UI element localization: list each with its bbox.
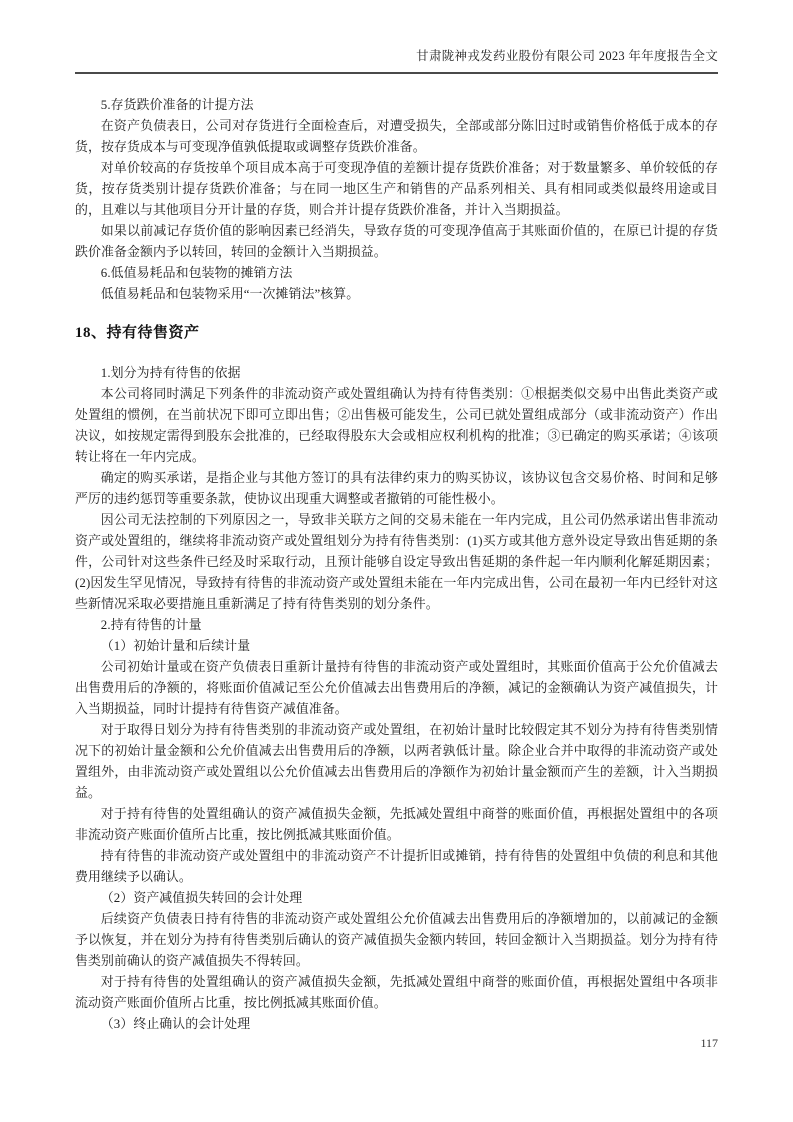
paragraph: 6.低值易耗品和包装物的摊销方法 — [100, 266, 293, 280]
paragraph: 本公司将同时满足下列条件的非流动资产或处置组确认为持有待售类别：①根据类似交易中出售此类资产或处置组的惯例，在当前状况下即可立即出售；②出售极可能发生，公司已就处置组成部分（或非流动资产）作出决议，如按规定需得到股东会批准的，已经取得股东大会或相应权利机构的批准；③已确定的购买承诺；④该项转让将在一年内完成。 — [75, 387, 718, 464]
paragraph: 如果以前减记存货价值的影响因素已经消失，导致存货的可变现净值高于其账面价值的，在原已计提的存货跌价准备金额内予以转回，转回的金额计入当期损益。 — [75, 224, 718, 259]
paragraph: 低值易耗品和包装物采用“一次摊销法”核算。 — [100, 287, 360, 301]
paragraph: 在资产负债表日，公司对存货进行全面检查后，对遭受损失，全部或部分陈旧过时或销售价格低于成本的存货，按存货成本与可变现净值孰低提取或调整存货跌价准备。 — [75, 119, 718, 154]
paragraph: 持有待售的非流动资产或处置组中的非流动资产不计提折旧或摊销，持有待售的处置组中负债的利息和其他费用继续予以确认。 — [75, 849, 718, 884]
report-header — [75, 48, 718, 72]
paragraph: （2）资产减值损失转回的会计处理 — [100, 891, 303, 905]
paragraph: 1.划分为持有待售的依据 — [100, 366, 241, 380]
paragraph: 后续资产负债表日持有待售的非流动资产或处置组公允价值减去出售费用后的净额增加的，以前减记的金额予以恢复，并在划分为持有待售类别后确认的资产减值损失金额内转回，转回金额计入当期损益。划分为持有待售类别前确认的资产减值损失不得转回。 — [75, 912, 718, 968]
paragraph: （3）终止确认的会计处理 — [100, 1017, 251, 1031]
paragraph: 对于取得日划分为持有待售类别的非流动资产或处置组，在初始计量时比较假定其不划分为持有待售类别情况下的初始计量金额和公允价值减去出售费用后的净额，以两者孰低计量。除企业合并中取得的非流动资产或处置组外，由非流动资产或处置组以公允价值减去出售费用后的净额作为初始计量金额而产生的差额，计入当期损益。 — [75, 723, 718, 800]
header-title: 甘肃陇神戎发药业股份有限公司 2023 年年度报告全文 — [416, 49, 718, 63]
header-rule-divider — [75, 72, 718, 74]
paragraph: 对于持有待售的处置组确认的资产减值损失金额，先抵减处置组中商誉的账面价值，再根据处置组中各项非流动资产账面价值所占比重，按比例抵减其账面价值。 — [75, 975, 718, 1010]
paragraph: 对单价较高的存货按单个项目成本高于可变现净值的差额计提存货跌价准备；对于数量繁多、单价较低的存货，按存货类别计提存货跌价准备；与在同一地区生产和销售的产品系列相关、具有相同或类似最终用途或目的，且难以与其他项目分开计量的存货，则合并计提存货跌价准备，并计入当期损益。 — [75, 161, 718, 217]
paragraph: 公司初始计量或在资产负债表日重新计量持有待售的非流动资产或处置组时，其账面价值高于公允价值减去出售费用后的净额的，将账面价值减记至公允价值减去出售费用后的净额，减记的金额确认为资产减值损失，计入当期损益，同时计提持有待售资产减值准备。 — [75, 660, 718, 716]
paragraph: 对于持有待售的处置组确认的资产减值损失金额，先抵减处置组中商誉的账面价值，再根据处置组中的各项非流动资产账面价值所占比重，按比例抵减其账面价值。 — [75, 807, 718, 842]
paragraph: 因公司无法控制的下列原因之一，导致非关联方之间的交易未能在一年内完成，且公司仍然承诺出售非流动资产或处置组的，继续将非流动资产或处置组划分为持有待售类别：(1)买方或其他方意外设定导致出售延期的条件，公司针对这些条件已经及时采取行动，且预计能够自设定导致出售延期的条件起一年内顺利化解延期因素；(2)因发生罕见情况，导致持有待售的非流动资产或处置组未能在一年内完成出售，公司在最初一年内已经针对这些新情况采取必要措施且重新满足了持有待售类别的划分条件。 — [75, 513, 718, 611]
paragraph: 确定的购买承诺，是指企业与其他方签订的具有法律约束力的购买协议，该协议包含交易价格、时间和足够严厉的违约惩罚等重要条款，使协议出现重大调整或者撤销的可能性极小。 — [75, 471, 718, 506]
paragraph: 5.存货跌价准备的计提方法 — [100, 98, 254, 112]
document-body — [75, 95, 718, 1035]
section-heading: 18、持有待售资产 — [75, 325, 200, 341]
paragraph: （1）初始计量和后续计量 — [100, 639, 251, 653]
paragraph: 2.持有待售的计量 — [100, 618, 202, 632]
page-content — [75, 48, 718, 1035]
page-number: 117 — [700, 1036, 718, 1050]
